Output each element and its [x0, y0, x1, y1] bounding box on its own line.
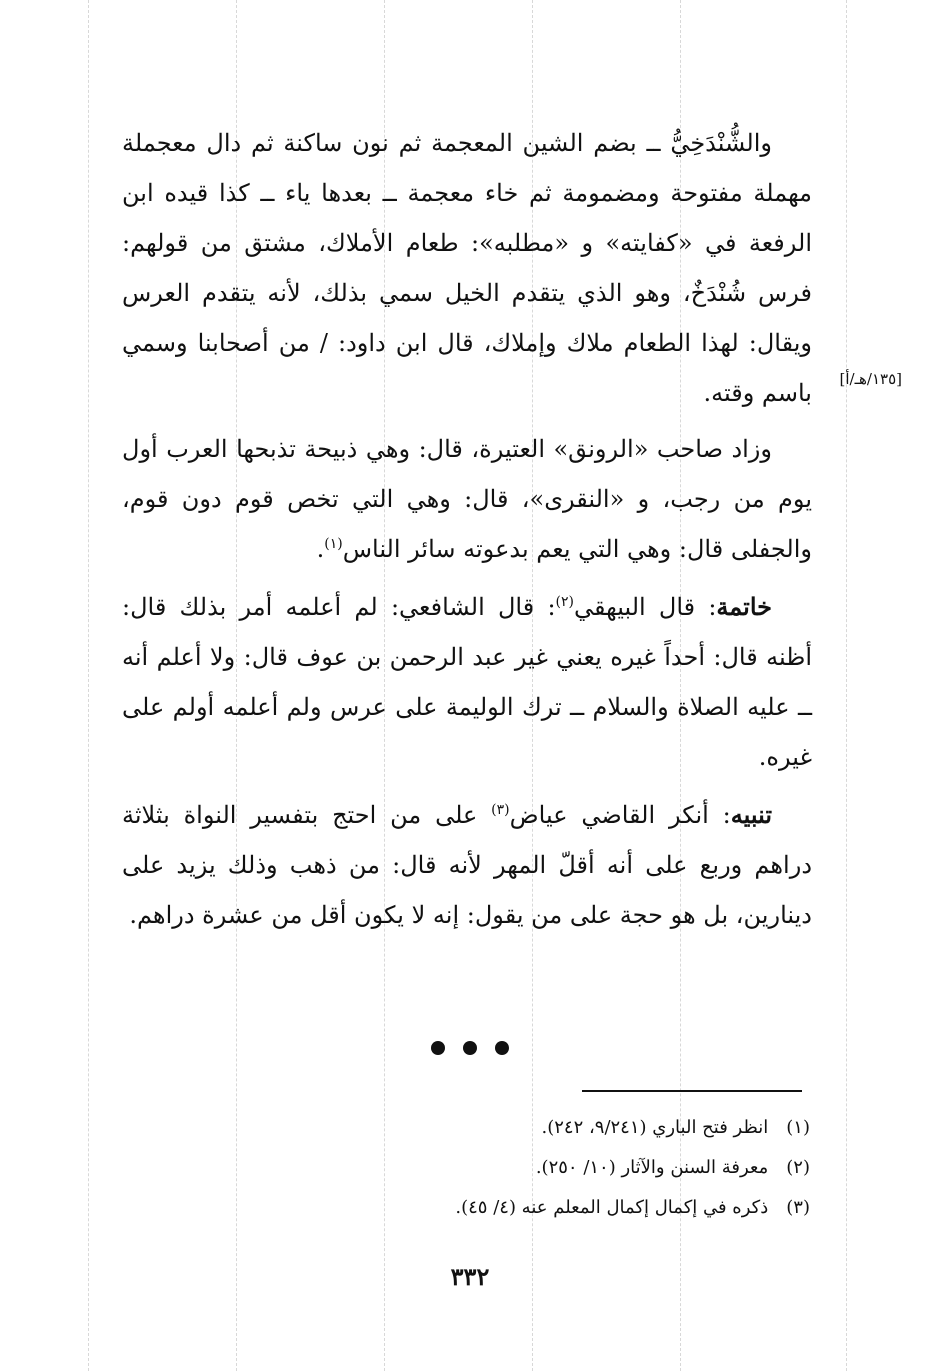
separator-dot [463, 1041, 477, 1055]
section-lead: تنبيه [730, 800, 772, 829]
scan-guide-line [846, 0, 847, 1371]
footnotes [300, 1108, 810, 1228]
footnote [300, 1108, 810, 1148]
paragraph-shundukhi [122, 118, 812, 418]
paragraph-text: والشُّنْدَخِيُّ ــ بضم الشين المعجمة ثم نون ساكنة ثم دال معجملة مهملة مفتوحة ومضمومة ثم خاء معجمة ــ بعدها ياء ــ كذا قيده ابن الرفعة في «كفايته» و «مطلبه»: طعام الأملاك، مشتق من قولهم: فرس شُنْدَخٌ، وهو الذي يتقدم الخيل سمي بذلك، لأنه يتقدم العرس ويقال: لهذا الطعام ملاك وإملاك، قال ابن داود: / من أصحابنا وسمي باسم وقته. [122, 129, 812, 407]
paragraph-tail: . [316, 535, 325, 563]
separator-dot [495, 1041, 509, 1055]
main-text [122, 118, 812, 948]
paragraph-text: على من احتج بتفسير النواة بثلاثة دراهم وربع على أنه أقلّ المهر لأنه قال: من ذهب وذلك يزيد على دينارين، بل هو حجة على من يقول: إنه لا يكون أقل من عشرة دراهم. [122, 801, 812, 929]
footnote-marker: (٢) [555, 594, 574, 610]
page-number: ٣٣٢ [450, 1262, 490, 1291]
paragraph-tanbih [122, 790, 812, 940]
paragraph-text: : قال البيهقي [574, 593, 717, 621]
footnote [300, 1148, 810, 1188]
footnote-marker: (١) [324, 536, 343, 552]
footnote-number: (٢) [786, 1157, 810, 1178]
manuscript-folio-note: [١٣٥/هـ/أ] [839, 370, 902, 388]
footnote-divider [582, 1090, 802, 1092]
paragraph-rawnaq [122, 424, 812, 574]
section-separator [420, 1041, 520, 1055]
paragraph-text: : أنكر القاضي عياض [509, 801, 731, 829]
section-lead: خاتمة [716, 592, 772, 621]
separator-dot [431, 1041, 445, 1055]
footnote-marker: (٣) [491, 802, 510, 818]
paragraph-text: : قال الشافعي: لم أعلمه أمر بذلك قال: أظنه قال: أحداً غيره يعني غير عبد الرحمن بن عوف قال: ولا أعلم أنه ــ عليه الصلاة والسلام ــ ترك الوليمة على عرس ولم أعلمه أولم على غيره. [122, 593, 812, 771]
footnote [300, 1188, 810, 1228]
paragraph-khatima [122, 582, 812, 782]
footnote-text: انظر فتح الباري (٩/٢٤١، ٢٤٢). [541, 1117, 769, 1138]
scan-guide-line [88, 0, 89, 1371]
footnote-text: ذكره في إكمال إكمال المعلم عنه (٤/ ٤٥). [455, 1197, 769, 1218]
paragraph-text: وزاد صاحب «الرونق» العتيرة، قال: وهي ذبيحة تذبحها العرب أول يوم من رجب، و «النقرى»، قال: وهي التي تخص قوم دون قوم، والجفلى قال: وهي التي يعم بدعوته سائر الناس [122, 435, 812, 563]
footnote-number: (١) [786, 1117, 810, 1138]
footnote-number: (٣) [786, 1197, 810, 1218]
footnote-text: معرفة السنن والآثار (١٠/ ٢٥٠). [535, 1157, 769, 1178]
